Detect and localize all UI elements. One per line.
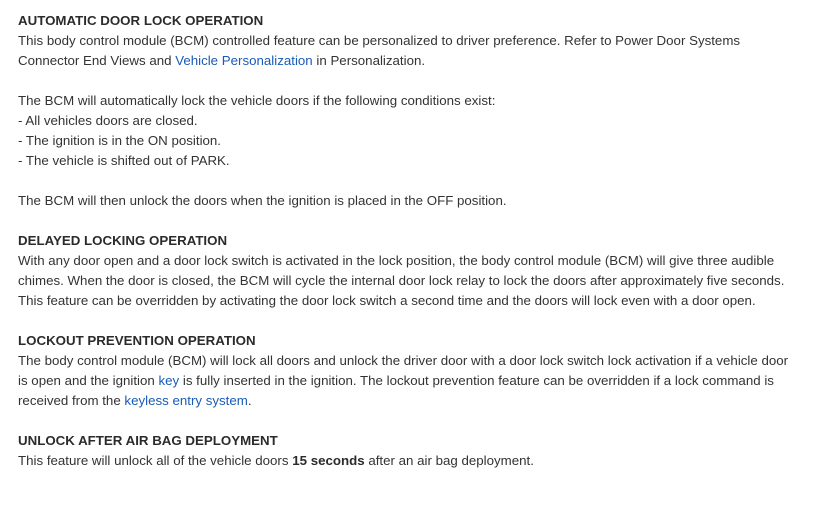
bold-duration: 15 seconds — [292, 453, 365, 468]
section-delayed-locking — [18, 231, 798, 311]
section-heading: LOCKOUT PREVENTION OPERATION — [18, 333, 256, 348]
paragraph-text: This body control module (BCM) controlled feature can be personalized to driver preference. Refer to Power Door Systems Connector End Views and — [18, 33, 741, 68]
paragraph-text: This feature will unlock all of the vehicle doors — [18, 453, 293, 468]
keyless-entry-system-link[interactable]: keyless entry system — [124, 393, 248, 408]
section-heading: AUTOMATIC DOOR LOCK OPERATION — [18, 13, 264, 28]
paragraph-unlock: The BCM will then unlock the doors when the ignition is placed in the OFF position. — [18, 193, 507, 208]
vehicle-personalization-link[interactable]: Vehicle Personalization — [175, 53, 313, 68]
paragraph-text: With any door open and a door lock switch is activated in the lock position, the body control module (BCM) will give three audible chimes. When the door is closed, the BCM will cycle the internal door lock relay to lock the doors after approximately five seconds. This feature can be overridden by activating the door lock switch a second time and the doors will lock even with a door open. — [18, 253, 785, 308]
spacer — [18, 71, 798, 91]
paragraph-intro — [18, 31, 798, 71]
section-automatic-door-lock — [18, 11, 798, 211]
paragraph-text: The body control module (BCM) will lock all doors and unlock the driver door with a door lock switch lock activation if a vehicle door is open and the ignition — [18, 353, 789, 388]
paragraph-text: in Personalization. — [312, 53, 426, 68]
document-body — [18, 11, 798, 491]
section-heading: UNLOCK AFTER AIR BAG DEPLOYMENT — [18, 433, 278, 448]
key-link[interactable]: key — [158, 373, 180, 388]
paragraph-text: is fully inserted in the ignition. The lockout prevention feature can be overridden if a lock command is received from the — [18, 373, 774, 408]
paragraph-airbag — [18, 451, 798, 471]
paragraph-lockout — [18, 351, 798, 411]
condition-item: - All vehicles doors are closed. — [18, 113, 198, 128]
condition-item: - The vehicle is shifted out of PARK. — [18, 153, 230, 168]
conditions-intro: The BCM will automatically lock the vehicle doors if the following conditions exist: — [18, 93, 496, 108]
condition-item: - The ignition is in the ON position. — [18, 133, 222, 148]
paragraph-text: after an air bag deployment. — [364, 453, 534, 468]
section-unlock-after-airbag — [18, 431, 798, 471]
paragraph-text: . — [247, 393, 252, 408]
spacer — [18, 171, 798, 191]
section-heading: DELAYED LOCKING OPERATION — [18, 233, 228, 248]
section-lockout-prevention — [18, 331, 798, 411]
